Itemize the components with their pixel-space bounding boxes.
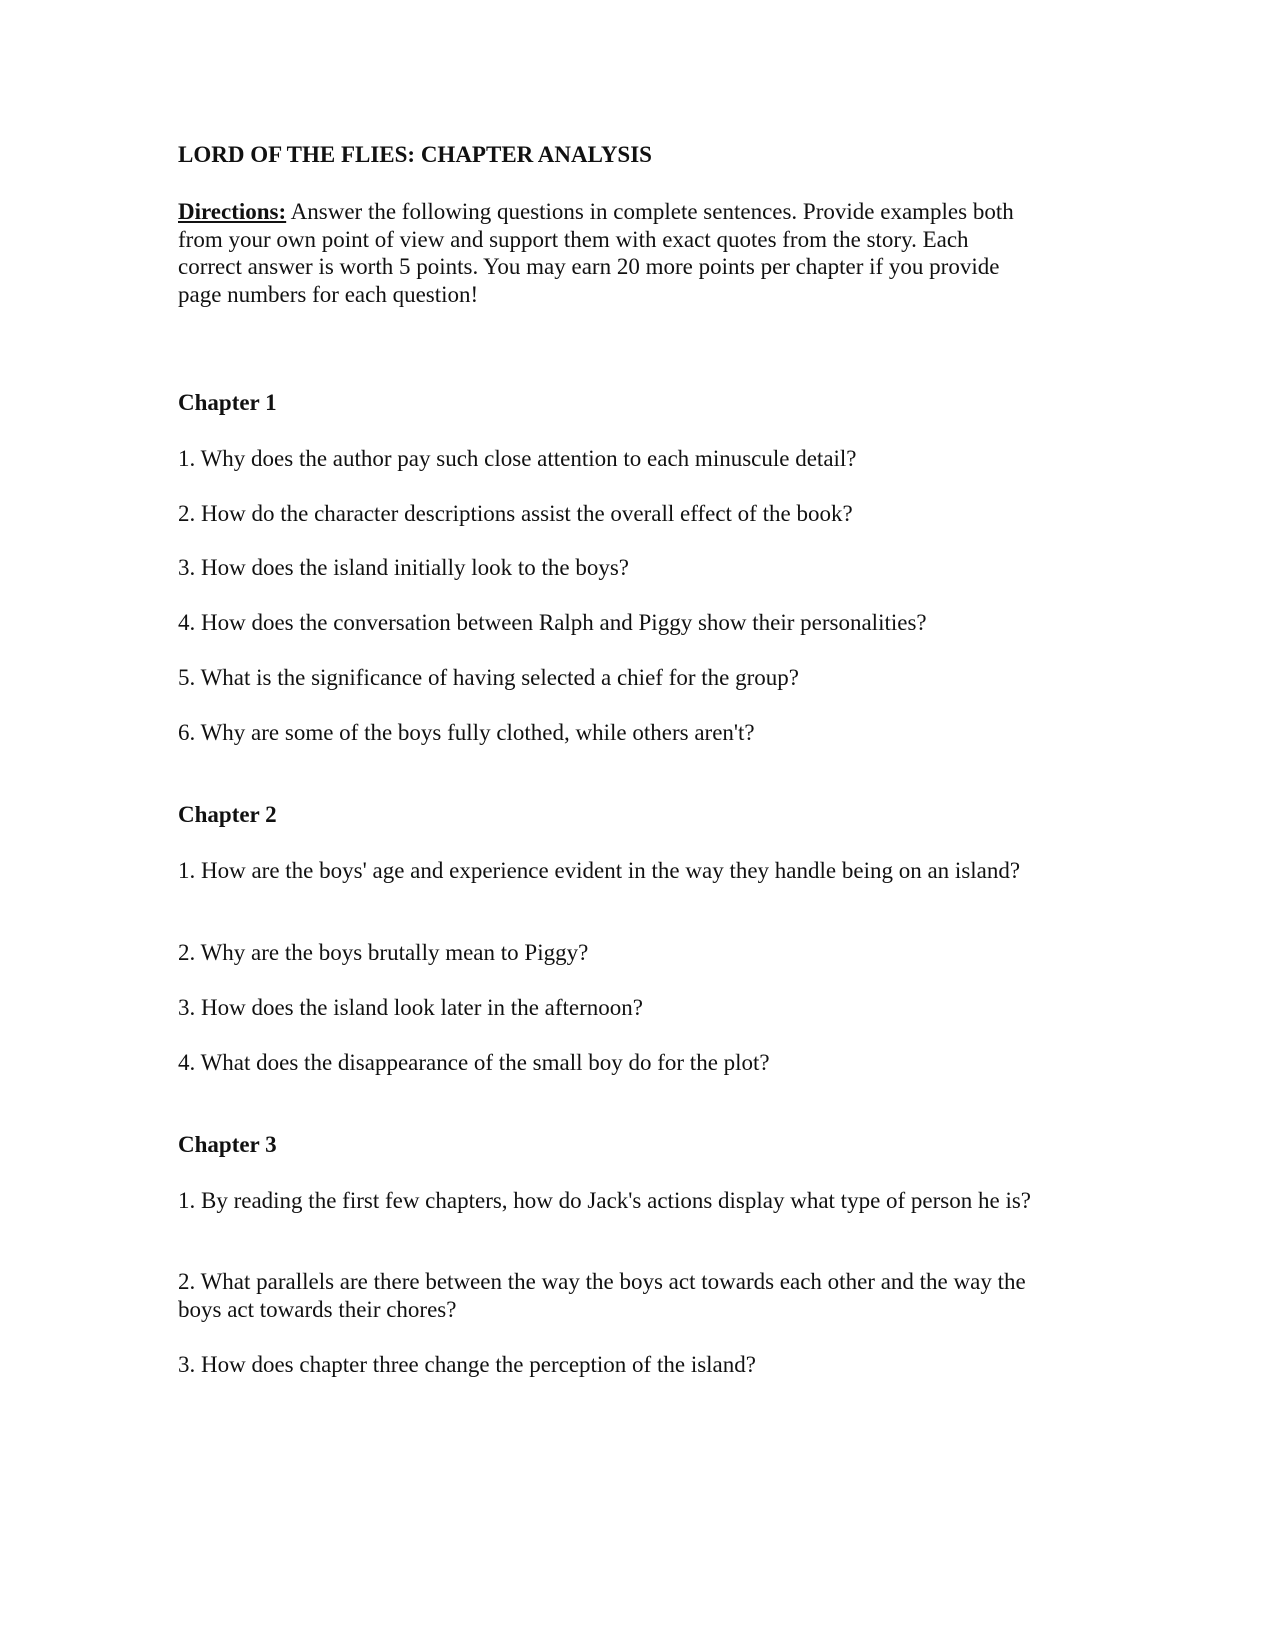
chapter-2-question-3: 3. How does the island look later in the afternoon? — [178, 995, 643, 1020]
chapter-2-heading: Chapter 2 — [178, 802, 277, 827]
chapter-1-question-2: 2. How do the character descriptions assist the overall effect of the book? — [178, 501, 853, 526]
chapter-3-question-2: 2. What parallels are there between the way the boys act towards each other and the way the boys act towards their chores? — [178, 1269, 1026, 1322]
chapter-2-question-2: 2. Why are the boys brutally mean to Piggy? — [178, 940, 589, 965]
chapter-2-question-1: 1. How are the boys' age and experience evident in the way they handle being on an island? — [178, 858, 1021, 883]
chapter-1-question-5: 5. What is the significance of having selected a chief for the group? — [178, 665, 799, 690]
chapter-1-question-1: 1. Why does the author pay such close attention to each minuscule detail? — [178, 446, 857, 471]
chapter-1-question-6: 6. Why are some of the boys fully clothed, while others aren't? — [178, 720, 755, 745]
document-title: LORD OF THE FLIES: CHAPTER ANALYSIS — [178, 142, 652, 167]
chapter-1-question-3: 3. How does the island initially look to the boys? — [178, 555, 630, 580]
chapter-1-question-4: 4. How does the conversation between Ralph and Piggy show their personalities? — [178, 610, 927, 635]
chapter-1-heading: Chapter 1 — [178, 390, 277, 415]
chapter-3-question-3: 3. How does chapter three change the perception of the island? — [178, 1352, 756, 1377]
chapter-3-question-1: 1. By reading the first few chapters, how do Jack's actions display what type of person he is? — [178, 1188, 1032, 1213]
directions-paragraph — [178, 198, 1038, 308]
chapter-2-question-4: 4. What does the disappearance of the small boy do for the plot? — [178, 1050, 770, 1075]
chapter-3-heading: Chapter 3 — [178, 1132, 277, 1157]
directions-label: Directions: — [178, 199, 287, 224]
directions-text: Answer the following questions in complete sentences. Provide examples both from your own point of view and support them with exact quotes from the story. Each correct answer is worth 5 points. You may earn 20 more points per chapter if you provide page numbers for each question! — [178, 199, 1014, 307]
